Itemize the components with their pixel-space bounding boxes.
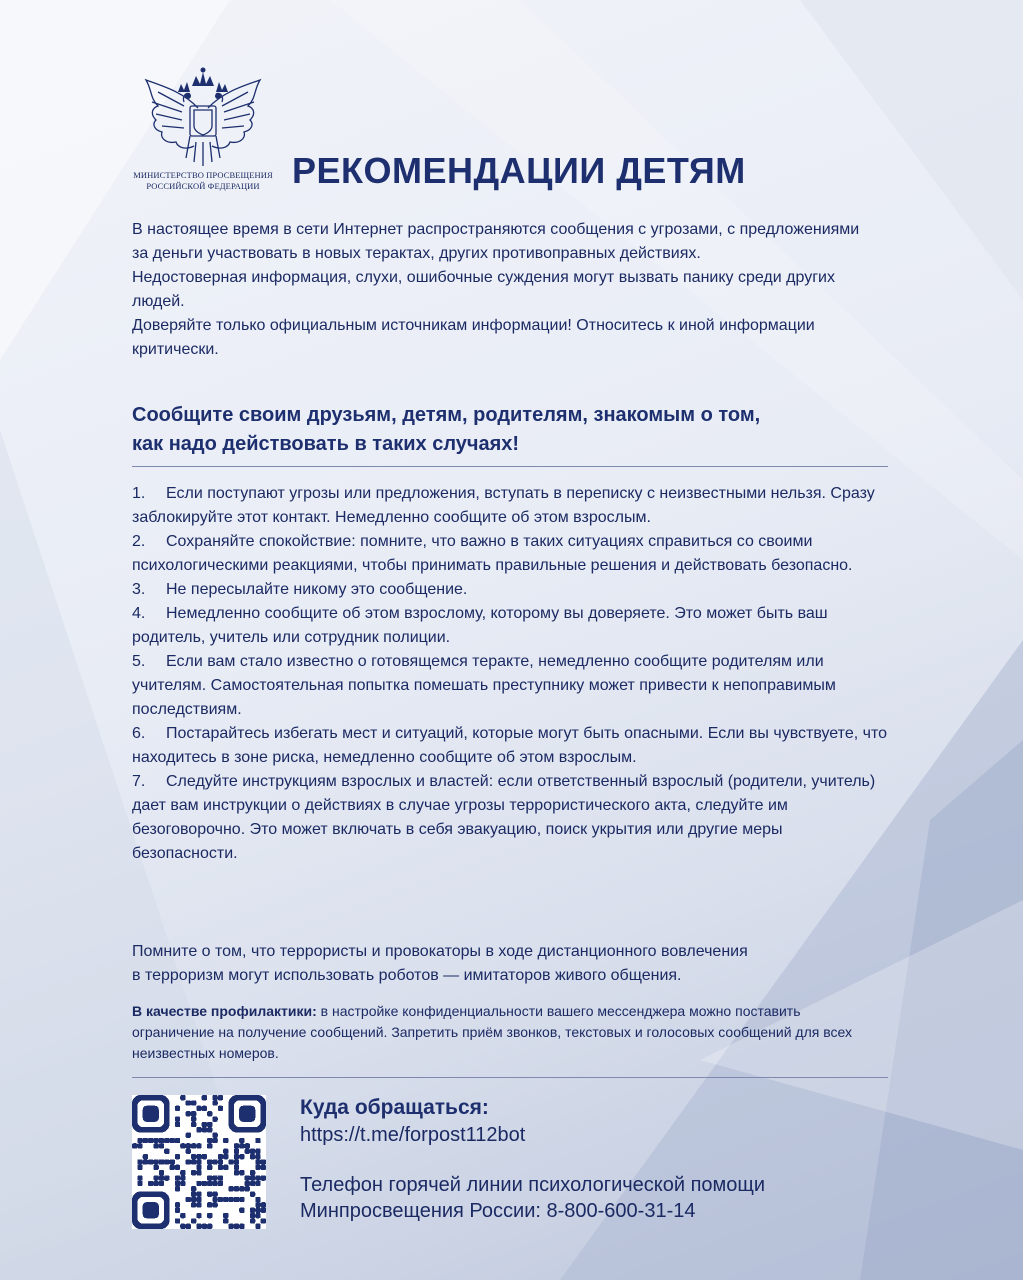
hotline-line-1: Телефон горячей линии психологической помощи bbox=[300, 1174, 766, 1196]
prevention-text: в настройке конфиденциальности вашего мессенджера можно поставить ограничение на получение сообщений. Запретить приём звонков, текстовых и голосовых сообщений для всех неизвестных номеров. bbox=[132, 1003, 852, 1061]
rule-text: Если вам стало известно о готовящемся теракте, немедленно сообщите родителям или учителям. Самостоятельная попытка помешать преступнику может привести к непоправимым последствиям. bbox=[132, 653, 836, 718]
intro-paragraph-3: Доверяйте только официальным источникам информации! Относитесь к иной информации критически. bbox=[132, 317, 815, 358]
intro-paragraph-2: Недостоверная информация, слухи, ошибочные суждения могут вызвать панику среди других людей. bbox=[132, 269, 835, 310]
rule-number: 3. bbox=[132, 581, 146, 598]
ministry-name-line1: МИНИСТЕРСТВО ПРОСВЕЩЕНИЯ bbox=[133, 170, 273, 180]
rule-number: 6. bbox=[132, 725, 146, 742]
rule-text: Постарайтесь избегать мест и ситуаций, которые могут быть опасными. Если вы чувствуете, что находитесь в зоне риска, немедленно сообщите об этом взрослым. bbox=[132, 725, 887, 766]
rule-text: Не пересылайте никому это сообщение. bbox=[166, 581, 468, 598]
ministry-name bbox=[118, 170, 288, 192]
rule-item-1 bbox=[132, 482, 892, 530]
rule-item-5 bbox=[132, 650, 892, 722]
double-headed-eagle-emblem-icon bbox=[138, 62, 268, 174]
rule-text: Немедленно сообщите об этом взрослому, которому вы доверяете. Это может быть ваш родитель, учитель или сотрудник полиции. bbox=[132, 605, 828, 646]
divider-top bbox=[132, 466, 888, 467]
rule-item-2 bbox=[132, 530, 892, 578]
ministry-name-line2: РОССИЙСКОЙ ФЕДЕРАЦИИ bbox=[146, 181, 260, 191]
rule-number: 2. bbox=[132, 533, 146, 550]
prevention-note bbox=[132, 1001, 872, 1064]
rule-number: 1. bbox=[132, 485, 146, 502]
call-to-action-heading bbox=[132, 401, 892, 459]
contacts-title: Куда обращаться: bbox=[300, 1096, 489, 1119]
page-title: РЕКОМЕНДАЦИИ ДЕТЯМ bbox=[292, 150, 746, 191]
remember-line-1: Помните о том, что террористы и провокаторы в ходе дистанционного вовлечения bbox=[132, 943, 748, 960]
rule-item-7 bbox=[132, 770, 892, 866]
cta-line-1: Сообщите своим друзьям, детям, родителям, знакомым о том, bbox=[132, 404, 761, 426]
qr-code-icon[interactable] bbox=[132, 1095, 266, 1229]
divider-bottom bbox=[132, 1077, 888, 1078]
prevention-label: В качестве профилактики: bbox=[132, 1003, 317, 1019]
intro-paragraph-1: В настоящее время в сети Интернет распространяются сообщения с угрозами, с предложениями за деньги участвовать в новых терактах, других противоправных действиях. bbox=[132, 221, 860, 262]
telegram-bot-link[interactable]: https://t.me/forpost112bot bbox=[300, 1124, 526, 1146]
remember-note bbox=[132, 940, 872, 988]
rule-number: 4. bbox=[132, 605, 146, 622]
remember-line-2: в терроризм могут использовать роботов — имитаторов живого общения. bbox=[132, 967, 682, 984]
hotline-line-2: Минпросвещения России: 8-800-600-31-14 bbox=[300, 1200, 696, 1222]
rule-text: Если поступают угрозы или предложения, вступать в переписку с неизвестными нельзя. Сразу заблокируйте этот контакт. Немедленно сообщите об этом взрослым. bbox=[132, 485, 875, 526]
rule-number: 7. bbox=[132, 773, 146, 790]
rule-text: Следуйте инструкциям взрослых и властей: если ответственный взрослый (родители, учитель) дает вам инструкции о действиях в случае угрозы террористического акта, следуйте им безоговорочно. Это может включать в себя эвакуацию, поиск укрытия или другие меры безопасности. bbox=[132, 773, 876, 862]
rule-text: Сохраняйте спокойствие: помните, что важно в таких ситуациях справиться со своими психологическими реакциями, чтобы принимать правильные решения и действовать безопасно. bbox=[132, 533, 853, 574]
rules-list bbox=[132, 482, 892, 866]
cta-line-2: как надо действовать в таких случаях! bbox=[132, 433, 520, 455]
rule-item-6 bbox=[132, 722, 892, 770]
rule-number: 5. bbox=[132, 653, 146, 670]
rule-item-3 bbox=[132, 578, 892, 602]
hotline-info bbox=[300, 1172, 920, 1224]
rule-item-4 bbox=[132, 602, 892, 650]
intro-text bbox=[132, 218, 872, 362]
